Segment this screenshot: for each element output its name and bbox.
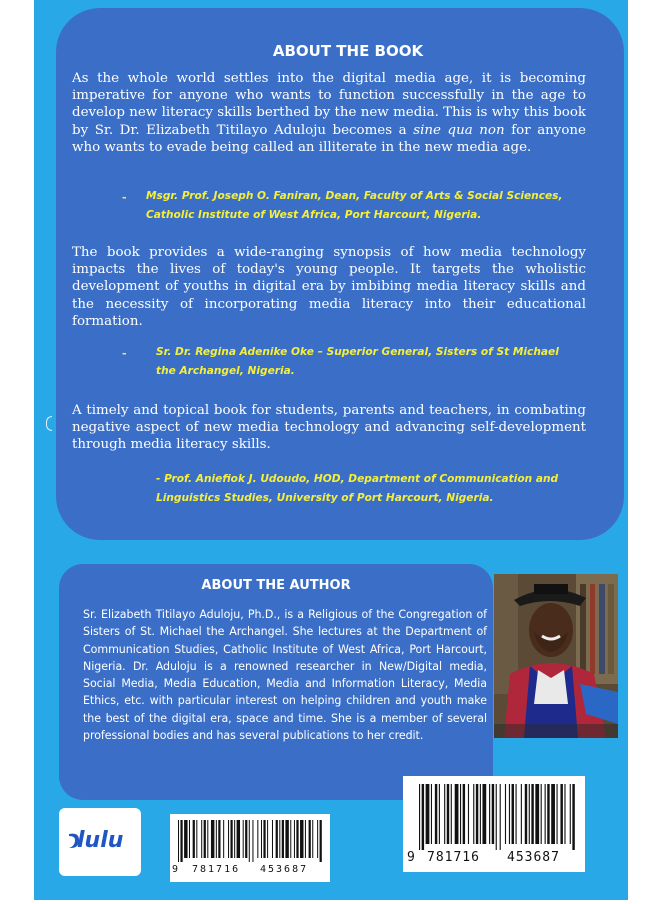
barcode-bar: [245, 820, 247, 858]
review-1-text: [72, 70, 586, 156]
barcode-bar: [572, 784, 574, 850]
publisher-logo-text: lulu: [77, 828, 124, 853]
barcode-bar: [196, 820, 197, 858]
barcode-bar: [320, 820, 322, 862]
barcode-bar: [480, 784, 481, 844]
barcode-bar: [290, 820, 291, 858]
barcode-bar: [228, 820, 229, 858]
barcode-bar: [201, 820, 202, 858]
barcode-bar: [189, 820, 190, 858]
barcode-bar: [541, 784, 542, 844]
barcode-bar: [263, 820, 265, 858]
author-photo: [494, 574, 618, 738]
barcode-bar: [570, 784, 571, 844]
barcode-bar: [317, 820, 318, 858]
barcode-bar: [564, 784, 565, 844]
attribution-line: Linguistics Studies, University of Port Harcourt, Nigeria.: [156, 492, 494, 504]
barcode-bar: [455, 784, 459, 844]
barcode-bar: [300, 820, 303, 858]
barcode-bar: [476, 784, 478, 844]
about-book-title: ABOUT THE BOOK: [272, 42, 424, 60]
barcode-bar: [463, 784, 465, 844]
barcode-bar: [218, 820, 220, 858]
attribution-line: - Prof. Aniefiok J. Udoudo, HOD, Department of Communication and: [156, 473, 559, 485]
barcode-bar: [525, 784, 527, 844]
edge-mark: [46, 416, 52, 431]
barcode-bar: [529, 784, 530, 844]
author-bio: Sr. Elizabeth Titilayo Aduloju, Ph.D., is a Religious of the Congregation of Sisters of St. Michael the Archangel. She lectures at the Department of Communication Studies, Catholic Institute of West Africa, Port Harcourt, Nigeria. Dr. Aduloju is a renowned researcher in New/Digital media, Social Media, Media Education, Media and Information Literacy, Media Ethics, etc. with particular interest on helping children and youth make the best of the digital era, space and time. She is a member of several professional bodies and has several publications to her credit.: [83, 608, 487, 743]
barcode-bar: [267, 820, 268, 858]
barcode-bar: [473, 784, 474, 844]
barcode-bar: [489, 784, 490, 844]
publisher-logo: [59, 808, 141, 876]
barcode-main: [403, 776, 585, 872]
review-3-attribution: [156, 470, 558, 508]
barcode-bars-icon: [178, 820, 322, 862]
review-2-attribution: [156, 343, 559, 381]
barcode-bar: [294, 820, 295, 858]
barcode-bar: [230, 820, 232, 858]
barcode-bar: [431, 784, 432, 844]
barcode-bar: [178, 820, 179, 862]
barcode-bar: [547, 784, 549, 844]
barcode-bar: [276, 820, 278, 858]
barcode-bar: [545, 784, 546, 844]
about-author-title: ABOUT THE AUTHOR: [201, 578, 351, 593]
barcode-main-digits-2: 781716: [427, 850, 480, 865]
barcode-bar: [512, 784, 514, 844]
barcode-bar: [312, 820, 313, 858]
barcode-bar: [509, 784, 510, 844]
barcode-bar: [309, 820, 311, 858]
barcode-bar: [216, 820, 217, 858]
barcode-bar: [261, 820, 262, 858]
barcode-bar: [282, 820, 284, 858]
barcode-bar: [447, 784, 449, 844]
barcode-small-digits-2: 781716: [192, 864, 241, 875]
barcode-bar: [223, 820, 224, 858]
barcode-bar: [531, 784, 533, 844]
barcode-bar: [257, 820, 258, 858]
barcode-bar: [500, 784, 501, 850]
barcode-bar: [279, 820, 280, 858]
barcode-bar: [444, 784, 445, 844]
barcode-bar: [560, 784, 562, 844]
barcode-bar: [482, 784, 486, 844]
review-2-bullet: -: [122, 347, 127, 360]
barcode-bar: [451, 784, 452, 844]
barcode-bar: [439, 784, 440, 844]
barcode-bar: [193, 820, 195, 858]
review-1-italic: sine qua non: [413, 122, 505, 138]
barcode-small: [170, 814, 330, 882]
barcode-bar: [249, 820, 250, 862]
attribution-line: the Archangel, Nigeria.: [156, 365, 295, 377]
barcode-bar: [272, 820, 273, 858]
barcode-bar: [556, 784, 557, 844]
review-1-text-part: for anyone who wants to evade being called an illiterate in the new media age.: [72, 122, 586, 155]
barcode-main-digits-3: 453687: [507, 850, 560, 865]
barcode-bar: [426, 784, 430, 844]
barcode-main-digit-1: 9: [407, 850, 415, 865]
attribution-line: Msgr. Prof. Joseph O. Faniran, Dean, Faculty of Arts & Social Sciences,: [146, 190, 563, 202]
barcode-bar: [285, 820, 288, 858]
about-author-panel: [59, 564, 493, 800]
barcode-bar: [305, 820, 306, 858]
barcode-bar: [496, 784, 497, 850]
barcode-bar: [237, 820, 240, 858]
barcode-bar: [207, 820, 208, 858]
barcode-bar: [243, 820, 244, 858]
barcode-bar: [422, 784, 424, 850]
barcode-bar: [180, 820, 182, 862]
review-1-bullet: -: [122, 191, 127, 204]
barcode-bar: [460, 784, 461, 844]
back-cover: [34, 0, 628, 900]
attribution-line: Catholic Institute of West Africa, Port Harcourt, Nigeria.: [146, 209, 482, 221]
review-1-attribution: [146, 187, 563, 225]
barcode-bar: [234, 820, 235, 858]
barcode-bar: [204, 820, 206, 858]
barcode-bar: [419, 784, 420, 850]
barcode-small-digit-1: 9: [172, 864, 179, 875]
barcode-bar: [492, 784, 494, 844]
barcode-bar: [435, 784, 437, 844]
barcode-bar: [211, 820, 214, 858]
barcode-bar: [252, 820, 253, 862]
author-portrait-icon: [494, 574, 618, 738]
review-2-text: The book provides a wide-ranging synopsis of how media technology impacts the lives of today's young people. It targets the wholistic development of youths in digital era by imbibing media literacy skills and the necessity of incorporating media literacy into their educational formation.: [72, 245, 586, 329]
barcode-bar: [535, 784, 539, 844]
barcode-bar: [184, 820, 187, 858]
barcode-bar: [468, 784, 469, 844]
barcode-bar: [551, 784, 555, 844]
barcode-bars-icon: [419, 784, 575, 850]
barcode-small-digits-3: 453687: [260, 864, 309, 875]
barcode-bar: [521, 784, 522, 844]
attribution-line: Sr. Dr. Regina Adenike Oke – Superior General, Sisters of St Michael: [156, 346, 559, 358]
barcode-bar: [516, 784, 517, 844]
review-3-text: A timely and topical book for students, parents and teachers, in combating negative aspect of new media technology and advancing self-development through media literacy skills.: [72, 403, 586, 453]
barcode-bar: [505, 784, 506, 844]
barcode-bar: [296, 820, 298, 858]
review-1-text-part: As the whole world settles into the digital media age, it is becoming imperative for anyone who wants to function successfully in the age to develop new literacy skills berthed by the new media. This is why this book by Sr. Dr. Elizabeth Titilayo Aduloju becomes a: [72, 71, 586, 138]
